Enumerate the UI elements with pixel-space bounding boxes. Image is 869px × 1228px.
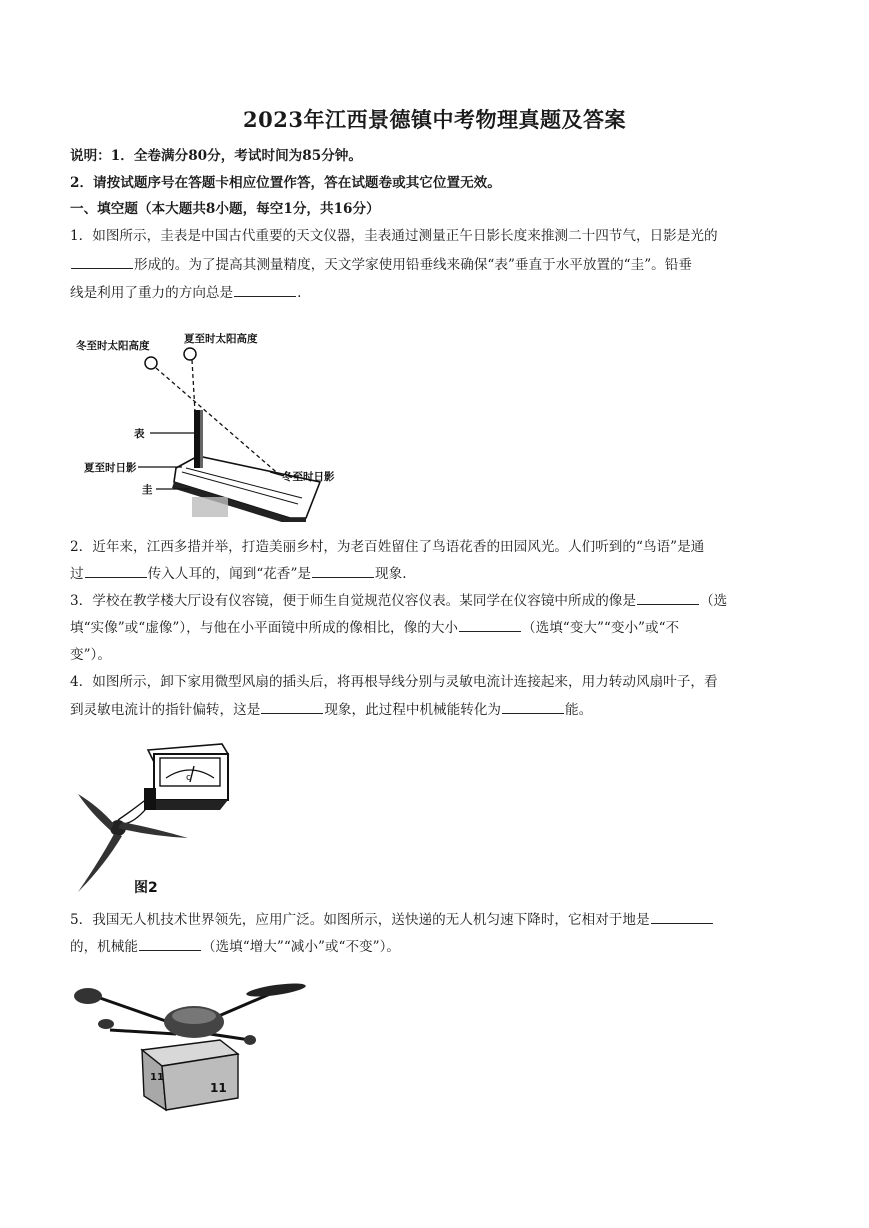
summer-sun-circle xyxy=(184,348,196,360)
exam-note-2: 2．请按试题序号在答题卡相应位置作答，答在试题卷或其它位置无效。 xyxy=(70,175,501,191)
q4-line-1: 4．如图所示，卸下家用微型风扇的插头后，将再根导线分别与灵敏电流计连接起来，用力转动风扇叶子，看 xyxy=(70,674,718,690)
fan-galvanometer-figure xyxy=(70,732,250,902)
q1-blank-2 xyxy=(234,284,296,297)
q1-line-1: 1．如图所示，圭表是中国古代重要的天文仪器，圭表通过测量正午日影长度来推测二十四节气，日影是光的 xyxy=(70,228,718,244)
page-title: 2023年江西景德镇中考物理真题及答案 xyxy=(243,107,626,132)
q2-blank-2 xyxy=(312,565,374,578)
q3-blank-2 xyxy=(459,619,521,632)
gnomon-figure xyxy=(70,322,370,522)
q2-blank-1 xyxy=(85,565,147,578)
svg-text:c: c xyxy=(186,773,191,783)
label-summer-shadow: 夏至时日影 xyxy=(84,462,137,474)
q2-line-2: 过 传入人耳的，闻到“花香”是 现象. xyxy=(70,566,407,582)
box-mark-side: 11 xyxy=(150,1072,164,1083)
figure-2-label: 图2 xyxy=(134,880,158,896)
box-mark: 11 xyxy=(210,1081,227,1095)
label-winter-sun: 冬至时太阳高度 xyxy=(76,340,150,352)
q2-line-1: 2．近年来，江西多措并举，打造美丽乡村，为老百姓留住了鸟语花香的田园风光。人们听到的“鸟语”是通 xyxy=(70,539,705,555)
drone-icon xyxy=(74,981,306,1110)
q1-line-3: 线是利用了重力的方向总是 . xyxy=(70,285,302,301)
q3-line-3: 变”）。 xyxy=(70,647,111,663)
q4-line-2: 到灵敏电流计的指针偏转，这是 现象，此过程中机械能转化为 能。 xyxy=(70,702,593,718)
q4-blank-1 xyxy=(261,701,323,714)
q3-line-2: 填“实像”或“虚像”），与他在小平面镜中所成的像相比，像的大小 （选填“变大”“变小”或“不 xyxy=(70,620,680,636)
section-heading-fill-blank: 一、填空题（本大题共8小题，每空1分，共16分） xyxy=(70,201,380,217)
q5-blank-2 xyxy=(139,938,201,951)
q4-blank-2 xyxy=(502,701,564,714)
label-winter-shadow: 冬至时日影 xyxy=(282,471,335,483)
q5-blank-1 xyxy=(651,911,713,924)
winter-sun-circle xyxy=(145,357,157,369)
galvanometer-icon xyxy=(144,744,228,810)
label-summer-sun: 夏至时太阳高度 xyxy=(184,333,258,345)
label-gui: 圭 xyxy=(142,484,153,496)
q1-blank-1 xyxy=(71,256,133,269)
q3-blank-1 xyxy=(637,592,699,605)
q5-line-2: 的，机械能 （选填“增大”“减小”或“不变”）。 xyxy=(70,939,400,955)
label-biao: 表 xyxy=(134,428,145,440)
drone-figure xyxy=(70,968,310,1118)
q1-line-2: 形成的。为了提高其测量精度，天文学家使用铅垂线来确保“表”垂直于水平放置的“圭”。铅垂 xyxy=(70,255,800,275)
exam-note-1: 说明：1．全卷满分80分，考试时间为85分钟。 xyxy=(70,148,362,164)
q5-line-1: 5．我国无人机技术世界领先，应用广泛。如图所示，送快递的无人机匀速下降时，它相对于地是 xyxy=(70,910,800,930)
q3-line-1: 3．学校在教学楼大厅设有仪容镜，便于师生自觉规范仪容仪表。某同学在仪容镜中所成的像是 （选 xyxy=(70,593,728,609)
